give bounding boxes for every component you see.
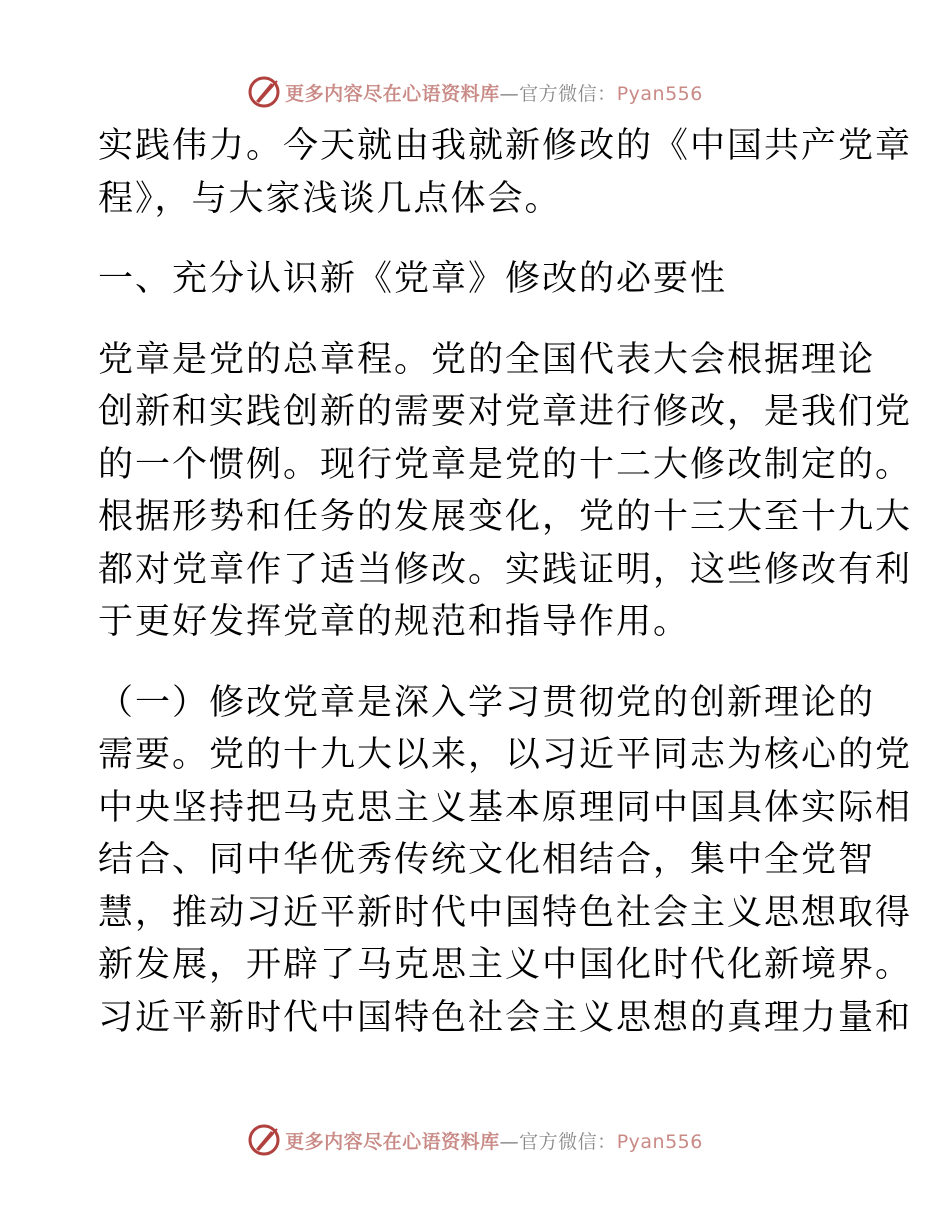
- footer-banner: [0, 1120, 950, 1160]
- text-line: 党章是党的总章程。党的全国代表大会根据理论: [98, 339, 876, 380]
- text-line: 根据形势和任务的发展变化，党的十三大至十九大: [98, 497, 913, 537]
- text-line: 都对党章作了适当修改。实践证明，这些修改有利: [98, 549, 913, 590]
- brand-text: 更多内容尽在心语资料库: [285, 82, 500, 105]
- header-banner: [0, 72, 950, 112]
- text-line: 实践伟力。今天就由我就新修改的《中国共产党章: [98, 126, 913, 166]
- text-line: 中央坚持把马克思主义基本原理同中国具体实际相: [98, 787, 913, 828]
- wechat-label: 官方微信：: [519, 1130, 617, 1153]
- text-line: （一）修改党章是深入学习贯彻党的创新理论的: [98, 682, 876, 723]
- text-line: 程》，与大家浅谈几点体会。: [98, 178, 562, 219]
- document-body: [98, 120, 913, 1044]
- wechat-id: Pyan556: [616, 82, 703, 105]
- text-line: 需要。党的十九大以来，以习近平同志为核心的党: [98, 735, 913, 775]
- banner-text: [285, 79, 703, 106]
- section-heading: [98, 253, 858, 306]
- paragraph: [98, 334, 913, 649]
- paragraph: [98, 120, 913, 225]
- wechat-id: Pyan556: [616, 1130, 703, 1153]
- banner-separator: —: [499, 1130, 520, 1153]
- banner-separator: —: [499, 82, 520, 105]
- text-line: 新发展，开辟了马克思主义中国化时代化新境界。: [98, 945, 913, 985]
- text-line: 于更好发挥党章的规范和指导作用。: [98, 602, 691, 642]
- heading-line: 一、充分认识新《党章》修改的必要性: [98, 259, 728, 299]
- text-line: 的一个惯例。现行党章是党的十二大修改制定的。: [98, 444, 913, 485]
- text-line: 结合、同中华优秀传统文化相结合，集中全党智: [98, 840, 876, 880]
- text-line: 慧，推动习近平新时代中国特色社会主义思想取得: [98, 892, 913, 933]
- wechat-label: 官方微信：: [519, 82, 617, 105]
- text-line: 创新和实践创新的需要对党章进行修改，是我们党: [98, 392, 913, 432]
- brand-text: 更多内容尽在心语资料库: [285, 1130, 500, 1153]
- banner-text: [285, 1127, 703, 1154]
- quill-logo-icon: [247, 1123, 281, 1157]
- paragraph: [98, 677, 913, 1045]
- text-line: 习近平新时代中国特色社会主义思想的真理力量和: [98, 997, 913, 1038]
- quill-logo-icon: [247, 75, 281, 109]
